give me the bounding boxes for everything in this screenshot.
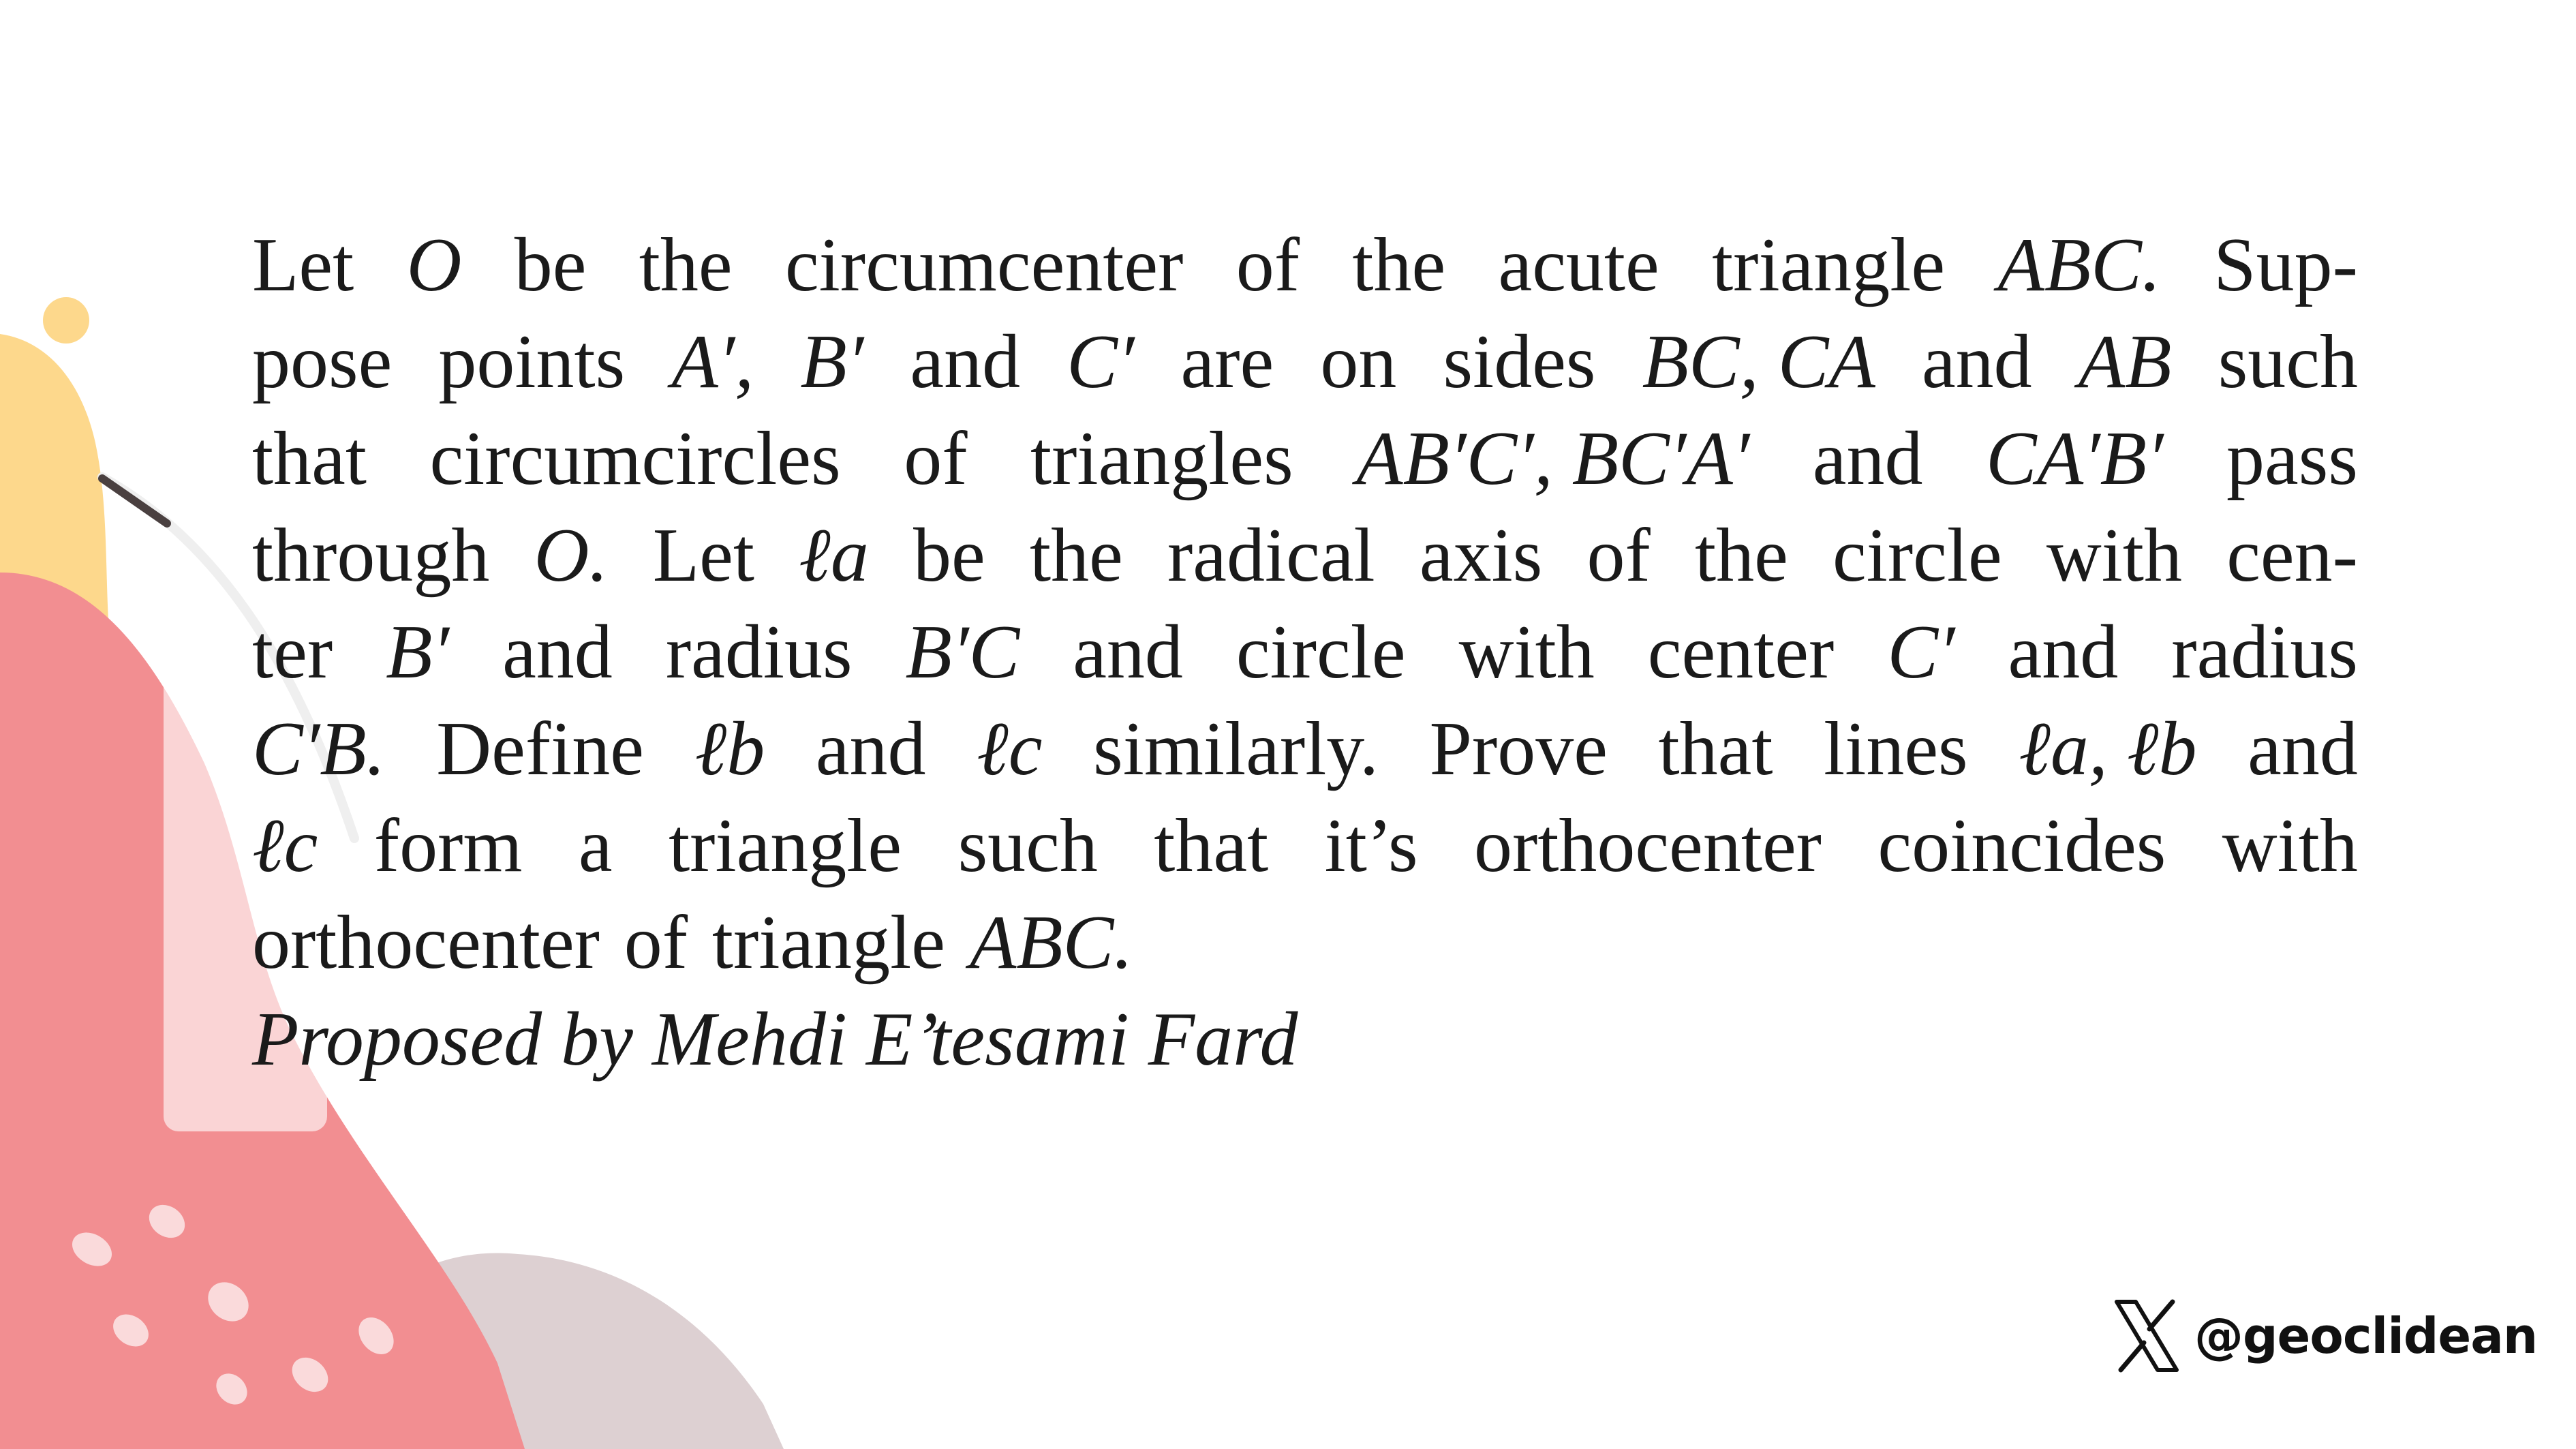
word: cen- — [2226, 513, 2358, 598]
word: such — [2218, 320, 2358, 404]
word: center — [1647, 610, 1835, 695]
word: O. — [534, 513, 609, 598]
word: acute — [1498, 223, 1659, 307]
word: Let — [652, 513, 754, 598]
word: the — [1694, 513, 1788, 598]
word: ter — [252, 610, 333, 695]
word: triangle — [1712, 223, 1946, 307]
text-line — [252, 507, 2358, 604]
word: ℓa, ℓb — [2019, 707, 2197, 791]
word: ℓb — [694, 707, 765, 791]
word: are — [1180, 320, 1274, 404]
text-line — [252, 894, 2358, 991]
word: Prove — [1429, 707, 1608, 791]
word: axis — [1419, 513, 1543, 598]
pen-stroke — [102, 478, 167, 523]
text-line — [252, 701, 2358, 797]
word: such — [957, 804, 1098, 888]
word: radius — [665, 610, 853, 695]
word: be — [514, 223, 587, 307]
footer-handle[interactable] — [2113, 1292, 2537, 1380]
word: be — [913, 513, 985, 598]
word: that — [1154, 804, 1269, 888]
word: O — [406, 223, 462, 307]
problem-text — [252, 217, 2358, 991]
handle-text: @geoclidean — [2194, 1307, 2538, 1364]
word: Define — [436, 707, 644, 791]
word: of — [1236, 223, 1300, 307]
word: triangle — [711, 900, 945, 985]
word: the — [1352, 223, 1446, 307]
word: AB — [2078, 320, 2172, 404]
word: pose — [252, 320, 393, 404]
text-line — [252, 410, 2358, 507]
word: with — [2222, 804, 2358, 888]
text-line — [252, 217, 2358, 314]
word: A′, — [671, 320, 754, 404]
x-logo-icon — [2113, 1299, 2181, 1373]
word: triangles — [1030, 416, 1293, 501]
word: and — [910, 320, 1021, 404]
word: and — [2008, 610, 2119, 695]
word: of — [624, 900, 688, 985]
word: sides — [1443, 320, 1596, 404]
word: of — [904, 416, 968, 501]
word: C′ — [1887, 610, 1955, 695]
yellow-dot — [43, 297, 89, 344]
word: BC, CA — [1642, 320, 1875, 404]
word: Let — [252, 223, 354, 307]
word: similarly. — [1093, 707, 1379, 791]
word: with — [2046, 513, 2183, 598]
problem-statement — [252, 217, 2358, 1088]
word: it’s — [1324, 804, 1418, 888]
word: through — [252, 513, 490, 598]
word: radical — [1167, 513, 1375, 598]
word: on — [1320, 320, 1397, 404]
word: lines — [1824, 707, 1968, 791]
word: ℓa — [799, 513, 869, 598]
word: and — [1812, 416, 1923, 501]
word: that — [252, 416, 367, 501]
word: B′C — [905, 610, 1020, 695]
text-line — [252, 604, 2358, 701]
word: that — [1658, 707, 1773, 791]
word: B′ — [800, 320, 864, 404]
word: with — [1458, 610, 1595, 695]
word: circle — [1833, 513, 2002, 598]
word: the — [639, 223, 733, 307]
word: circle — [1236, 610, 1406, 695]
word: AB′C′, BC′A′ — [1356, 416, 1750, 501]
word: CA′B′ — [1985, 416, 2164, 501]
word: the — [1029, 513, 1123, 598]
word: B′ — [386, 610, 450, 695]
word: ℓc — [252, 804, 318, 888]
problem-byline: Proposed by Mehdi E’tesami Fard — [252, 997, 1298, 1082]
word: C′ — [1067, 320, 1135, 404]
word: radius — [2171, 610, 2358, 695]
word: Sup- — [2213, 223, 2358, 307]
text-line — [252, 314, 2358, 410]
word: a — [578, 804, 613, 888]
text-line — [252, 797, 2358, 894]
word: ℓc — [977, 707, 1043, 791]
word: C′B. — [252, 707, 386, 791]
word: pass — [2226, 416, 2358, 501]
word: triangle — [669, 804, 902, 888]
word: orthocenter — [1474, 804, 1822, 888]
word: and — [502, 610, 613, 695]
word: of — [1586, 513, 1651, 598]
word: circumcenter — [784, 223, 1184, 307]
word: circumcircles — [429, 416, 841, 501]
word: and — [1073, 610, 1183, 695]
word: ABC. — [969, 900, 1133, 985]
word: and — [2248, 707, 2358, 791]
word: coincides — [1877, 804, 2166, 888]
word: ABC. — [1997, 223, 2161, 307]
word: orthocenter — [252, 900, 600, 985]
word: and — [815, 707, 926, 791]
word: form — [373, 804, 523, 888]
word: and — [1921, 320, 2032, 404]
word: points — [438, 320, 626, 404]
